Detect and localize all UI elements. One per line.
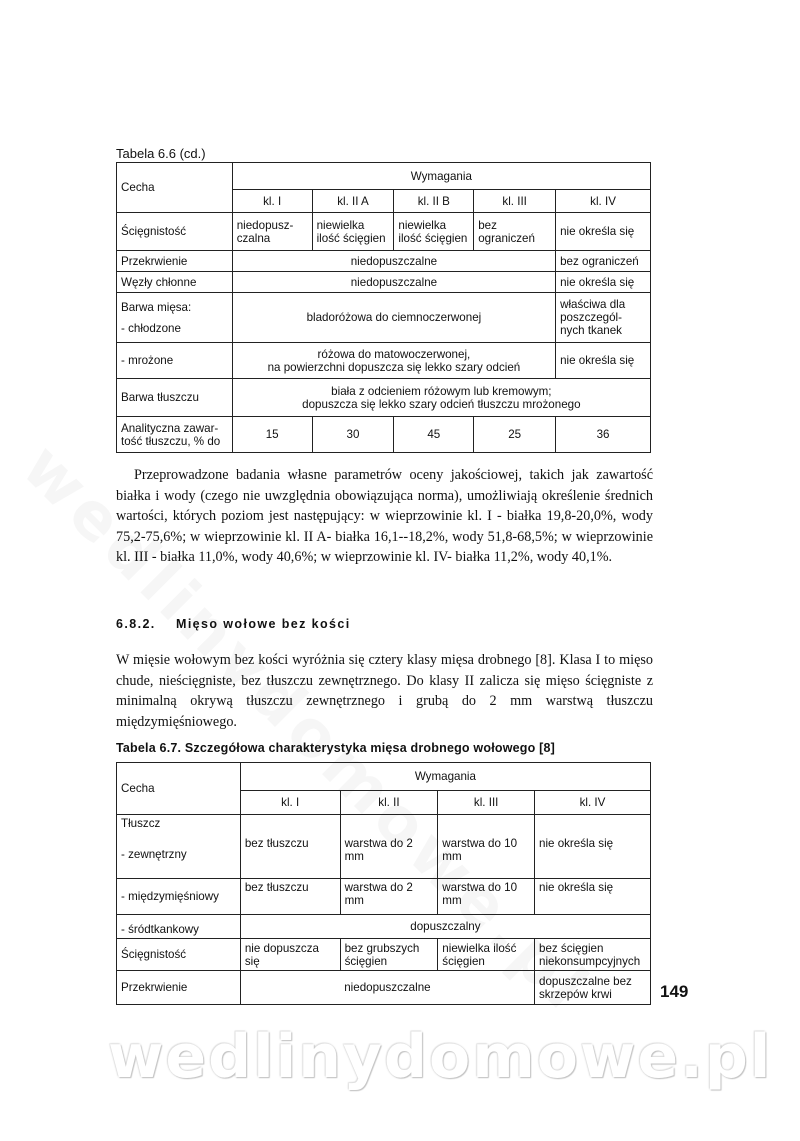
table2-merged-cell: niedopuszczalne xyxy=(240,971,534,1005)
table2-header-cecha: Cecha xyxy=(117,763,241,815)
paragraph-1: Przeprowadzone badania własne parametrów oceny jakościowej, takich jak zawartość białka i wody (czego nie uwzględnia obowiązująca norma), umożliwiają określenie średnich wartości, których poziom jest następujący: w wieprzowinie kl. I - białka 19,8-20,0%, wody 75,2-75,6%; w wieprzowinie kl. II A- białka 16,1--18,2%, wody 51,8-68,5%; w wieprzowinie kl. III - białka 11,0%, wody 40,6%; w wieprzowinie kl. IV- białka 11,2%, wody 40,1%. xyxy=(116,467,653,565)
table2-header-wymagania: Wymagania xyxy=(240,763,650,791)
zewnetrzny-label: - zewnętrzny xyxy=(121,848,187,861)
paragraph-2: W mięsie wołowym bez kości wyróżnia się cztery klasy mięsa drobnego [8]. Klasa I to mięso chude, nieścięgniste, bez tłuszczu zewnętrznego. Do klasy II zalicza się mięso ścięgniste z minimalną okrywą tłuszczu zewnętrznego i grubą do 2 mm warstwą tłuszczu międzymięśniowego. xyxy=(116,652,653,730)
chlodzone-label: - chłodzone xyxy=(121,321,181,335)
table2-cell: warstwa do 10 mm xyxy=(438,879,535,915)
table1-row-barwa-tluszczu xyxy=(117,379,651,417)
table2-class-cell: kl. II xyxy=(340,791,438,815)
section-number: 6.8.2. xyxy=(116,617,156,631)
table1-cell: bez ograniczeń xyxy=(474,213,556,251)
table2-row-zewnetrzny xyxy=(117,815,651,879)
table1-cell: właściwa dla poszczegól- nych tkanek xyxy=(556,293,651,343)
table2-cell: warstwa do 2 mm xyxy=(340,879,438,915)
table1-cell: niewielka ilość ścięgien xyxy=(312,213,394,251)
table1-row-label xyxy=(117,293,233,343)
srodtkankowy-label: - śródtkankowy xyxy=(117,915,241,939)
table2-cell: bez grubszych ścięgien xyxy=(340,939,438,971)
table1-class-cell: kl. I xyxy=(232,190,312,213)
table1-row-sciegnistosc xyxy=(117,213,651,251)
table1-cell: 36 xyxy=(556,417,651,453)
table1-merged-cell: bladoróżowa do ciemnoczerwonej xyxy=(232,293,555,343)
table1-row-label: Węzły chłonne xyxy=(117,272,233,293)
table2-merged-cell: dopuszczalny xyxy=(240,915,650,939)
table2-row-label: Przekrwienie xyxy=(117,971,241,1005)
table2-cell: niewielka ilość ścięgien xyxy=(438,939,535,971)
mrozone-line1: różowa do matowoczerwonej, xyxy=(317,347,471,361)
table1-merged-cell: niedopuszczalne xyxy=(232,272,555,293)
table2 xyxy=(116,762,651,1005)
table2-class-cell: kl. I xyxy=(240,791,340,815)
table2-cell: nie określa się xyxy=(535,815,651,879)
barwa-miesa-label: Barwa mięsa: xyxy=(121,300,192,314)
table1-cell: 45 xyxy=(394,417,474,453)
table1-class-cell: kl. III xyxy=(474,190,556,213)
table1-merged-cell xyxy=(232,379,650,417)
table2-row-srodtkankowy xyxy=(117,915,651,939)
table1-header-cecha: Cecha xyxy=(117,163,233,213)
table1-header-row xyxy=(117,163,651,190)
mrozone-line2: na powierzchni dopuszcza się lekko szary odcień xyxy=(267,360,521,374)
table2-cell: nie określa się xyxy=(535,879,651,915)
table2-cell: warstwa do 2 mm xyxy=(340,815,438,879)
table2-cell: bez tłuszczu xyxy=(240,879,340,915)
table1-row-label: Przekrwienie xyxy=(117,251,233,272)
table1-merged-cell: niedopuszczalne xyxy=(232,251,555,272)
table2-cell: warstwa do 10 mm xyxy=(438,815,535,879)
table1-row-barwa-chlodzone xyxy=(117,293,651,343)
table2-row-label: Ścięgnistość xyxy=(117,939,241,971)
table1-cell: nie określa się xyxy=(556,343,651,379)
analityczna-label2: tość tłuszczu, % do xyxy=(121,434,221,448)
table2-cell: nie dopuszcza się xyxy=(240,939,340,971)
table1-row-label: Ścięgnistość xyxy=(117,213,233,251)
table2-class-cell: kl. III xyxy=(438,791,535,815)
table2-row-przekrwienie xyxy=(117,971,651,1005)
table1-header-wymagania: Wymagania xyxy=(232,163,650,190)
table1-cell: niewielka ilość ścięgien xyxy=(394,213,474,251)
table2-row-sciegnistosc xyxy=(117,939,651,971)
table1-class-cell: kl. IV xyxy=(556,190,651,213)
table1 xyxy=(116,162,651,453)
table1-cell: niedopusz- czalna xyxy=(232,213,312,251)
table1-row-wezly xyxy=(117,272,651,293)
analityczna-label1: Analityczna zawar- xyxy=(121,421,219,435)
barwa-tluszczu-line2: dopuszcza się lekko szary odcień tłuszczu mrożonego xyxy=(302,397,581,411)
table2-row-miedzymiesniowy xyxy=(117,879,651,915)
table1-row-label: Barwa tłuszczu xyxy=(117,379,233,417)
table2-row-label xyxy=(117,815,241,879)
table1-row-label xyxy=(117,417,233,453)
miedzymiesniowy-label: - międzymięśniowy xyxy=(117,879,241,915)
table1-merged-cell xyxy=(232,343,555,379)
table1-cell: 15 xyxy=(232,417,312,453)
mrozone-label: - mrożone xyxy=(117,343,233,379)
table1-cell: 30 xyxy=(312,417,394,453)
table2-cell: bez tłuszczu xyxy=(240,815,340,879)
table1-cell: bez ograniczeń xyxy=(556,251,651,272)
table1-cell: nie określa się xyxy=(556,213,651,251)
table2-class-cell: kl. IV xyxy=(535,791,651,815)
page-number: 149 xyxy=(660,982,689,1001)
barwa-tluszczu-line1: biała z odcieniem różowym lub kremowym; xyxy=(331,384,552,398)
table2-cell: dopuszczalne bez skrzepów krwi xyxy=(535,971,651,1005)
table1-class-cell: kl. II A xyxy=(312,190,394,213)
watermark-text: wedlinydomowe.pl xyxy=(108,1022,773,1092)
table1-row-przekrwienie xyxy=(117,251,651,272)
table1-class-cell: kl. II B xyxy=(394,190,474,213)
table1-caption: Tabela 6.6 (cd.) xyxy=(116,146,206,161)
table2-caption: Tabela 6.7. Szczegółowa charakterystyka mięsa drobnego wołowego [8] xyxy=(116,741,555,755)
table1-cell: nie określa się xyxy=(556,272,651,293)
table1-row-barwa-mrozone xyxy=(117,343,651,379)
table1-cell: 25 xyxy=(474,417,556,453)
section-title: Mięso wołowe bez kości xyxy=(176,617,351,631)
tluszcz-label: Tłuszcz xyxy=(121,817,161,830)
section-heading xyxy=(116,617,351,631)
table2-cell: bez ścięgien niekonsumpcyjnych xyxy=(535,939,651,971)
table1-row-analityczna xyxy=(117,417,651,453)
table2-header-row xyxy=(117,763,651,791)
